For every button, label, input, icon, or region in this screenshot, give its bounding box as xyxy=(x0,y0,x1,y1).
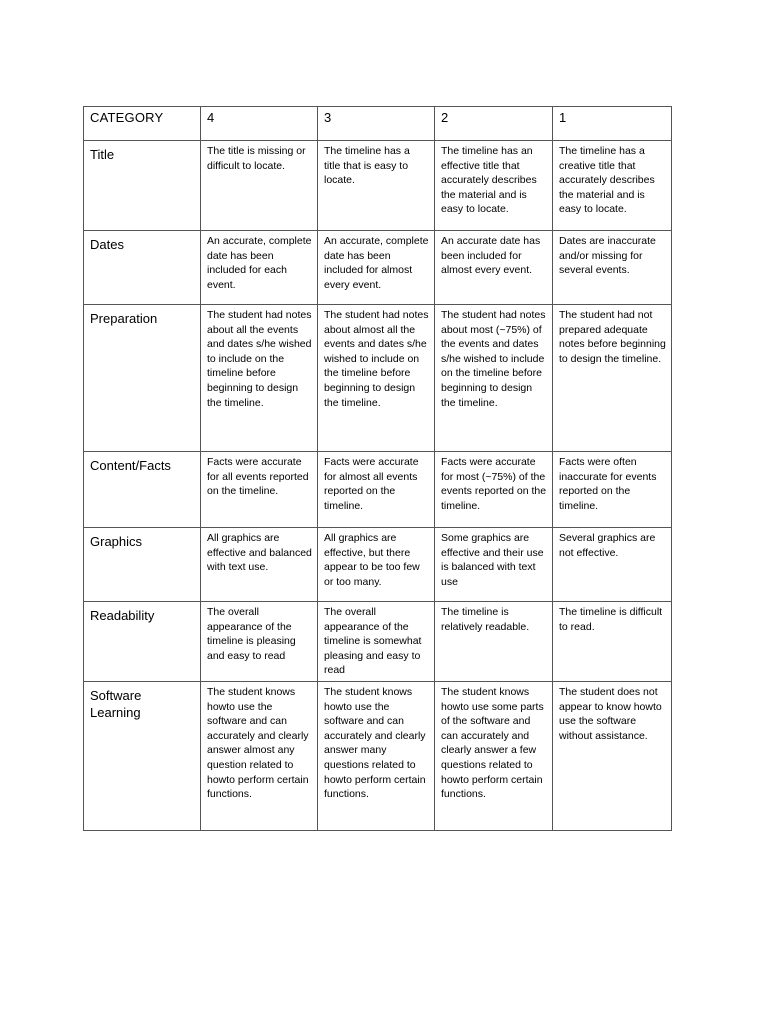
table-cell: Facts were accurate for all events reported on the timeline. xyxy=(201,452,318,528)
category-dates: Dates xyxy=(84,231,201,305)
category-software-learning: Software Learning xyxy=(84,681,201,830)
header-score-3: 3 xyxy=(318,107,435,141)
category-preparation: Preparation xyxy=(84,305,201,452)
header-score-4: 4 xyxy=(201,107,318,141)
header-score-1: 1 xyxy=(553,107,672,141)
table-cell: An accurate, complete date has been included for each event. xyxy=(201,231,318,305)
category-content-facts: Content/Facts xyxy=(84,452,201,528)
table-cell: The student had notes about most (~75%) of the events and dates s/he wished to include on the timeline before beginning to design the timeline. xyxy=(435,305,553,452)
table-cell: Some graphics are effective and their use is balanced with text use xyxy=(435,528,553,602)
table-cell: The student had notes about almost all the events and dates s/he wished to include on the timeline before beginning to design the timeline. xyxy=(318,305,435,452)
table-row xyxy=(84,141,672,231)
table-cell: The overall appearance of the timeline is pleasing and easy to read xyxy=(201,602,318,682)
table-cell: Several graphics are not effective. xyxy=(553,528,672,602)
category-title: Title xyxy=(84,141,201,231)
category-graphics: Graphics xyxy=(84,528,201,602)
table-cell: The timeline has a title that is easy to locate. xyxy=(318,141,435,231)
table-row xyxy=(84,231,672,305)
table-cell: The student knows howto use the software and can accurately and clearly answer almost any question related to howto perform certain functions. xyxy=(201,681,318,830)
header-category: CATEGORY xyxy=(84,107,201,141)
table-cell: The student knows howto use some parts of the software and can accurately and clearly answer a few questions related to howto perform certain functions. xyxy=(435,681,553,830)
category-readability: Readability xyxy=(84,602,201,682)
table-cell: Facts were accurate for most (~75%) of the events reported on the timeline. xyxy=(435,452,553,528)
table-row xyxy=(84,452,672,528)
table-cell: The student had not prepared adequate notes before beginning to design the timeline. xyxy=(553,305,672,452)
table-cell: The timeline has a creative title that accurately describes the material and is easy to locate. xyxy=(553,141,672,231)
table-cell: The timeline is difficult to read. xyxy=(553,602,672,682)
table-cell: The student had notes about all the events and dates s/he wished to include on the timeline before beginning to design the timeline. xyxy=(201,305,318,452)
table-row xyxy=(84,528,672,602)
table-cell: Facts were accurate for almost all events reported on the timeline. xyxy=(318,452,435,528)
table-cell: An accurate, complete date has been included for almost every event. xyxy=(318,231,435,305)
table-row xyxy=(84,681,672,830)
header-score-2: 2 xyxy=(435,107,553,141)
table-row xyxy=(84,602,672,682)
table-cell: Dates are inaccurate and/or missing for several events. xyxy=(553,231,672,305)
table-cell: The student knows howto use the software and can accurately and clearly answer many questions related to howto perform certain functions. xyxy=(318,681,435,830)
table-cell: Facts were often inaccurate for events reported on the timeline. xyxy=(553,452,672,528)
table-cell: An accurate date has been included for almost every event. xyxy=(435,231,553,305)
table-cell: All graphics are effective, but there appear to be too few or too many. xyxy=(318,528,435,602)
table-cell: The student does not appear to know howto use the software without assistance. xyxy=(553,681,672,830)
table-row xyxy=(84,305,672,452)
table-cell: The overall appearance of the timeline is somewhat pleasing and easy to read xyxy=(318,602,435,682)
table-cell: The timeline has an effective title that accurately describes the material and is easy to locate. xyxy=(435,141,553,231)
table-cell: All graphics are effective and balanced with text use. xyxy=(201,528,318,602)
header-row xyxy=(84,107,672,141)
table-cell: The title is missing or difficult to locate. xyxy=(201,141,318,231)
table-cell: The timeline is relatively readable. xyxy=(435,602,553,682)
rubric-table xyxy=(83,106,672,831)
